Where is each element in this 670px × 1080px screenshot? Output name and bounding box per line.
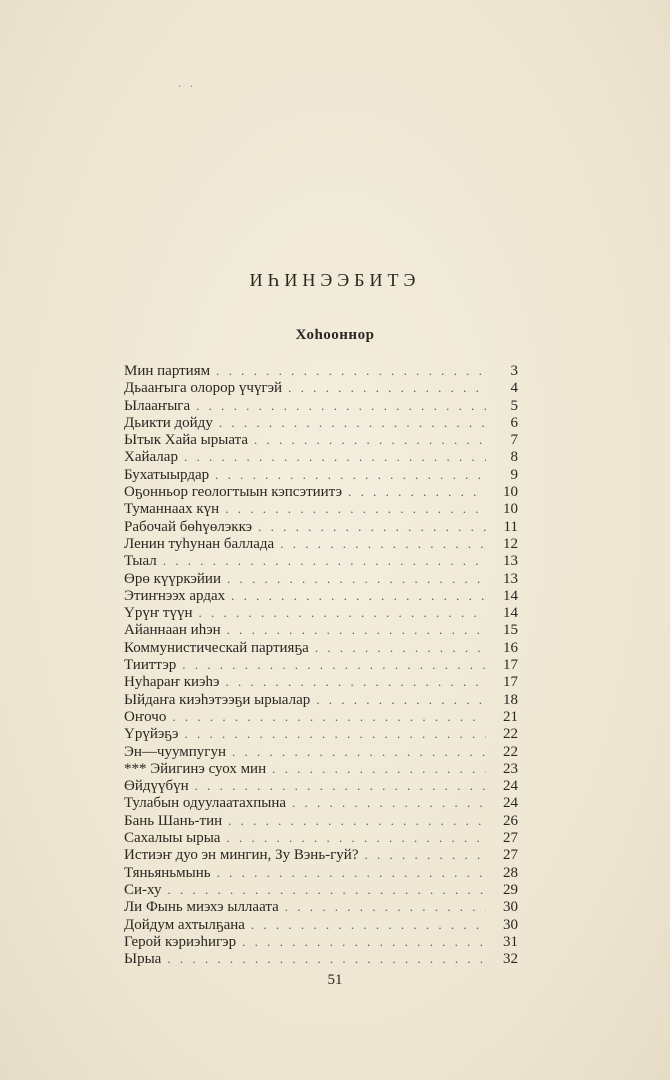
toc-entry [124, 362, 518, 379]
toc-entry [124, 639, 518, 656]
toc-entry-title: Оҥочо [124, 708, 167, 725]
toc-entry-title: Өйдүүбүн [124, 778, 189, 795]
dot-leader [196, 397, 486, 414]
toc-entry [124, 950, 518, 967]
toc-entry-page: 7 [510, 432, 518, 449]
toc-entry-title: Үрүйэҕэ [124, 726, 179, 743]
toc-entry-page: 6 [510, 414, 518, 431]
toc-entry [124, 708, 518, 725]
toc-entry-page: 28 [503, 864, 518, 881]
toc-entry-title: Дьикти дойду [124, 414, 213, 431]
toc-entry-page: 22 [503, 743, 518, 760]
toc-entry-title: Мин партиям [124, 363, 211, 379]
toc-entry [124, 673, 518, 690]
dot-leader [280, 535, 486, 552]
toc-entry-title: Герой кэриэһигэр [124, 933, 237, 950]
toc-entry-title: Бухатыырдар [124, 466, 210, 483]
toc-entry [124, 535, 518, 552]
page-number: 51 [327, 972, 343, 988]
toc-entry-page: 22 [503, 726, 518, 743]
toc-entry-page: 30 [503, 916, 518, 933]
toc-entry-page: 13 [503, 570, 518, 587]
toc-entry [124, 587, 518, 604]
toc-entry-title: Дьааҥыга олорор үчүгэй [124, 380, 283, 397]
toc-entry [124, 379, 518, 396]
toc-entry-page: 4 [510, 380, 518, 397]
dot-leader [167, 881, 486, 898]
toc-entry [124, 933, 518, 950]
toc-entry-page: 24 [503, 778, 518, 795]
dot-leader [163, 552, 486, 569]
toc-entry [124, 621, 518, 638]
toc-entry-page: 23 [503, 760, 518, 777]
dot-leader [195, 777, 486, 794]
toc-entry [124, 552, 518, 569]
toc-entry-title: Эн—чуумпугун [124, 743, 226, 760]
dot-leader [285, 898, 486, 915]
dot-leader [227, 570, 486, 587]
toc-entry [124, 431, 518, 448]
toc-entry [124, 743, 518, 760]
dot-leader [288, 379, 486, 396]
dot-leader [225, 673, 486, 690]
toc-entry [124, 466, 518, 483]
dot-leader [232, 743, 486, 760]
toc-entry-page: 32 [503, 951, 518, 968]
toc-entry [124, 812, 518, 829]
toc-entry [124, 725, 518, 742]
toc-entry-title: Тыал [124, 553, 157, 570]
dot-leader [348, 483, 486, 500]
toc-entry [124, 500, 518, 517]
dot-leader [215, 466, 486, 483]
toc-entry-title: Дойдум ахтылҕана [124, 916, 245, 933]
toc-entry-title: Си-ху [124, 881, 162, 898]
toc-entry-page: 31 [503, 933, 518, 950]
toc-entry-page: 21 [503, 708, 518, 725]
toc-entry-page: 10 [503, 484, 518, 501]
dot-leader [167, 950, 486, 967]
toc-entry [124, 414, 518, 431]
dot-leader [254, 431, 486, 448]
dot-leader [182, 656, 486, 673]
section-heading: Хоһооннор [295, 327, 375, 343]
toc-entry [124, 829, 518, 846]
dot-leader [272, 760, 486, 777]
toc-entry [124, 898, 518, 915]
toc-entry-title: Ыйдаҥа киэһэтээҕи ырыалар [124, 691, 311, 708]
toc-entry-page: 14 [503, 587, 518, 604]
toc-entry-title: Өрө күүркэйии [124, 570, 221, 587]
toc-entry-title: Нуһараҥ киэһэ [124, 674, 220, 691]
dot-leader [316, 691, 486, 708]
toc-entry [124, 448, 518, 465]
dot-leader [184, 448, 486, 465]
toc-entry-title: Рабочай бөһүөлэккэ [124, 518, 253, 535]
toc-entry [124, 656, 518, 673]
toc-entry [124, 483, 518, 500]
dot-leader [217, 864, 486, 881]
toc-entry-title: Истиэҥ дуо эн мингин, Зу Вэнь-гуй? [124, 847, 359, 864]
toc-entry-title: Коммунистическай партияҕа [124, 639, 309, 656]
dot-leader [228, 812, 486, 829]
toc-entry [124, 518, 518, 535]
toc-entry-page: 14 [503, 605, 518, 622]
dot-leader [199, 604, 486, 621]
dot-leader [292, 794, 486, 811]
toc-entry [124, 846, 518, 863]
toc-entry-page: 10 [503, 501, 518, 518]
toc-entry-title: Айаннаан иһэн [124, 622, 221, 639]
toc-entry-title: Этиҥнээх ардах [124, 587, 226, 604]
toc-entry-title: Хайалар [124, 449, 178, 466]
toc-entry-page: 29 [503, 881, 518, 898]
toc-entry-title: Тяньяньмынь [124, 864, 211, 881]
dot-leader [172, 708, 486, 725]
toc-entry-page: 27 [503, 830, 518, 847]
toc-entry [124, 691, 518, 708]
dot-leader [231, 587, 486, 604]
toc-entry-page: 8 [510, 449, 518, 466]
toc-entry-page: 3 [510, 363, 518, 379]
toc-entry-page: 5 [510, 397, 518, 414]
toc-entry-title: Ленин туһунан баллада [124, 535, 275, 552]
dot-leader [216, 362, 486, 379]
toc-entry [124, 881, 518, 898]
toc-entry [124, 794, 518, 811]
toc-entry [124, 570, 518, 587]
dot-leader [315, 639, 486, 656]
toc-entry-page: 30 [503, 899, 518, 916]
toc-entry-title: Туманнаах күн [124, 501, 220, 518]
dot-leader [225, 500, 486, 517]
toc-entry-page: 16 [503, 639, 518, 656]
toc-entry-title: Бань Шань-тин [124, 812, 223, 829]
toc-entry-title: Тулабын одуулаатахпына [124, 795, 287, 812]
toc-entry-title: Ытык Хайа ырыата [124, 432, 248, 449]
toc-entry-page: 27 [503, 847, 518, 864]
toc-entry-title: Ли Фынь миэхэ ыллаата [124, 899, 279, 916]
toc-entry-page: 24 [503, 795, 518, 812]
toc-entry-page: 17 [503, 657, 518, 674]
contents-heading: ИҺИНЭЭБИТЭ [249, 270, 421, 290]
dot-leader [227, 621, 486, 638]
toc-entry-page: 12 [503, 535, 518, 552]
dot-leader [251, 916, 486, 933]
toc-entry-title: Тииттэр [124, 657, 177, 674]
toc-entry-title: *** Эйигинэ суох мин [124, 760, 267, 777]
toc-entry-title: Ырыа [124, 951, 162, 968]
toc-entry [124, 604, 518, 621]
toc-entry [124, 760, 518, 777]
table-of-contents [124, 362, 518, 967]
toc-entry [124, 864, 518, 881]
print-specks: . . [178, 76, 196, 90]
toc-entry-page: 18 [503, 691, 518, 708]
toc-entry-page: 11 [503, 518, 518, 535]
toc-entry-title: Ылааҥыга [124, 397, 191, 414]
dot-leader [242, 933, 486, 950]
dot-leader [258, 518, 486, 535]
toc-entry-page: 9 [510, 466, 518, 483]
toc-entry-page: 26 [503, 812, 518, 829]
toc-entry [124, 777, 518, 794]
dot-leader [219, 414, 486, 431]
toc-entry-title: Сахалыы ырыа [124, 830, 221, 847]
toc-entry-title: Үрүҥ түүн [124, 605, 193, 622]
dot-leader [184, 725, 486, 742]
toc-entry-page: 17 [503, 674, 518, 691]
toc-entry [124, 397, 518, 414]
toc-entry-title: Оҕонньор геологтыын кэпсэтиитэ [124, 484, 343, 501]
dot-leader [226, 829, 486, 846]
toc-entry-page: 15 [503, 622, 518, 639]
toc-entry [124, 916, 518, 933]
toc-entry-page: 13 [503, 553, 518, 570]
dot-leader [365, 846, 487, 863]
